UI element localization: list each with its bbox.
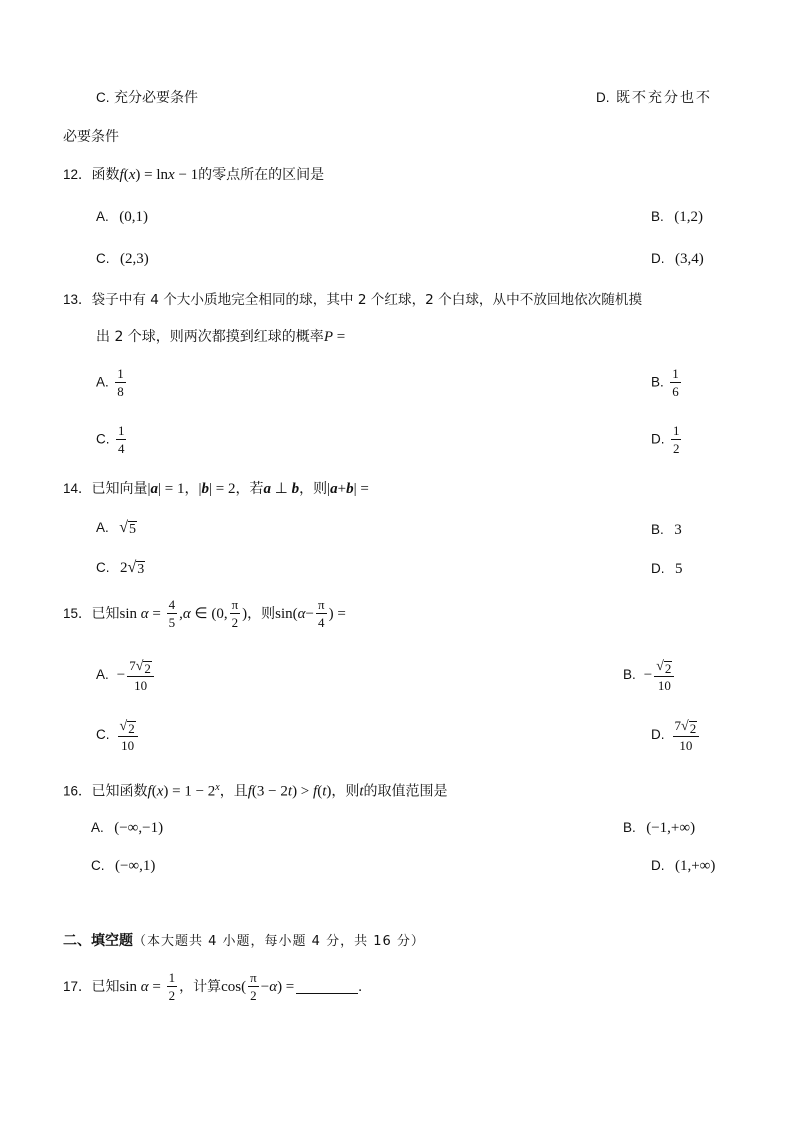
option-value: (−1,+∞) [646, 820, 696, 836]
q11-option-d-wrap: 必要条件 [63, 129, 119, 145]
vector-b: b [201, 481, 210, 497]
option-label: D. [651, 251, 665, 266]
question-number: 13． [63, 292, 92, 307]
q17-stem: 17． 已知 sin α = $\frac{1}{2}$ ，计算 cos ( $\frac{\pi}{2}$ − α ) = . [63, 970, 363, 1003]
stem-text: 已知向量 [91, 481, 148, 497]
fraction: $\frac{\pi}{2}$ [231, 597, 239, 630]
option-label: A. [96, 374, 109, 390]
fraction: $\frac{1}{2}$ [672, 423, 680, 456]
stem-text: 已知 [91, 605, 120, 622]
q12-option-b [651, 207, 703, 227]
q15-stem: 15． 已知 sin α = $\frac{4}{5}$ , α ∈ ( 0 , $\frac{\pi}{2}$ ) ，则 sin ( α − $\frac{\pi}{4}$ ) = [63, 597, 346, 630]
option-text: 既不充分也不 [615, 90, 712, 106]
q12-option-a [96, 207, 148, 227]
option-label: A. [96, 209, 109, 224]
sqrt: √ 5 [119, 518, 136, 537]
option-label: C. [91, 858, 105, 873]
option-value: 5 [674, 561, 683, 577]
fraction: 7 √ 2 10 [127, 658, 154, 693]
stem-text: 出 2 个球，则两次都摸到红球的概率 [96, 329, 324, 345]
option-value: (−∞,−1) [114, 820, 164, 836]
fraction: √ 2 10 [118, 718, 138, 753]
fraction: $\frac{\pi}{4}$ [318, 597, 325, 630]
option-label: A. [91, 820, 104, 835]
option-label: A. [96, 667, 109, 683]
q12-option-c [96, 249, 149, 269]
option-label: C. [96, 560, 110, 575]
q13-option-c [96, 423, 128, 456]
option-label: D. [596, 90, 610, 105]
coefficient: 2 [119, 560, 128, 576]
q15-option-c [96, 718, 140, 753]
q11-option-d [596, 88, 712, 108]
fraction: 7 √ 2 10 [673, 718, 700, 753]
q15-option-b: B. − √ 2 10 [623, 658, 676, 693]
option-value: (3,4) [674, 251, 704, 267]
option-value: (1,+∞) [674, 858, 716, 874]
question-number: 17． [63, 978, 92, 994]
fraction: √ 2 10 [654, 658, 674, 693]
option-label: D. [651, 727, 665, 743]
section-title: 二、填空题 [63, 933, 133, 949]
q15-option-d [651, 718, 701, 753]
question-number: 16． [63, 783, 92, 799]
answer-blank[interactable] [296, 979, 358, 994]
fraction: $\frac{1}{6}$ [672, 366, 679, 399]
formula: f(x) = lnx − 1 [119, 167, 199, 183]
option-label: B. [651, 209, 664, 224]
q14-option-d [651, 559, 682, 579]
option-label: C. [96, 727, 110, 743]
q14-option-a [96, 518, 137, 538]
option-label: B. [651, 522, 664, 537]
vector-a: a [150, 481, 159, 497]
q16-stem: 16．已知函数$f(x) = 1 - 2^x$，且f(3 − 2t) > f(t)，则t的取值范围是 [63, 782, 448, 800]
option-label: D. [651, 561, 665, 576]
q16-option-c [91, 856, 155, 876]
probability-symbol: P [323, 329, 333, 345]
section-heading [63, 930, 425, 950]
q14-option-b [651, 520, 682, 540]
option-label: D. [651, 858, 665, 873]
q15-option-a: A. − 7 √ 2 10 [96, 658, 156, 693]
option-label: B. [651, 374, 664, 390]
option-value: (0,1) [119, 209, 148, 225]
stem-text: 函数 [91, 167, 120, 183]
option-label: C. [96, 251, 110, 266]
option-label: B. [623, 667, 636, 683]
option-label: B. [623, 820, 636, 835]
q13-stem-line1 [63, 290, 642, 310]
option-label: A. [96, 520, 109, 535]
q11-option-c [96, 88, 198, 108]
q14-option-c [96, 558, 145, 578]
fraction: $\frac{\pi}{2}$ [250, 970, 257, 1003]
option-label: C. [96, 431, 110, 447]
q16-option-b [623, 818, 695, 838]
q16-option-d [651, 856, 715, 876]
option-label: C. [96, 90, 110, 105]
question-number: 15． [63, 605, 92, 621]
question-number: 12． [63, 167, 92, 182]
q13-option-a [96, 366, 128, 399]
option-value: 3 [674, 522, 682, 538]
stem-text: 的零点所在的区间是 [198, 167, 325, 183]
stem-text: 已知函数 [91, 783, 148, 800]
option-value: (−∞,1) [114, 858, 156, 874]
q12-stem [63, 165, 324, 185]
q13-option-b [651, 366, 683, 399]
question-number: 14． [63, 481, 92, 496]
stem-text: 已知 [91, 978, 120, 995]
option-text: 充分必要条件 [113, 90, 198, 106]
option-value: (2,3) [119, 251, 149, 267]
sqrt: √ 3 [127, 558, 145, 577]
q13-option-d [651, 423, 683, 456]
option-label: D. [651, 431, 665, 447]
q13-stem-line2: 出 2 个球，则两次都摸到红球的概率P = [96, 329, 346, 345]
q16-option-a [91, 818, 163, 838]
fraction: $\frac{4}{5}$ [168, 597, 176, 630]
fraction: $\frac{1}{4}$ [117, 423, 125, 456]
q12-option-d [651, 249, 704, 269]
option-value: (1,2) [674, 209, 703, 225]
section-note: （本大题共 4 小题，每小题 4 分，共 16 分） [133, 934, 425, 949]
fraction: $\frac{1}{8}$ [117, 366, 124, 399]
stem-text: 袋子中有 4 个大小质地完全相同的球，其中 2 个红球，2 个白球，从中不放回地依次随机摸 [91, 292, 643, 308]
fraction: $\frac{1}{2}$ [168, 970, 176, 1003]
q14-stem: 14．已知向量|a| = 1，|b| = 2，若a ⊥ b，则|a+b| = [63, 481, 369, 497]
